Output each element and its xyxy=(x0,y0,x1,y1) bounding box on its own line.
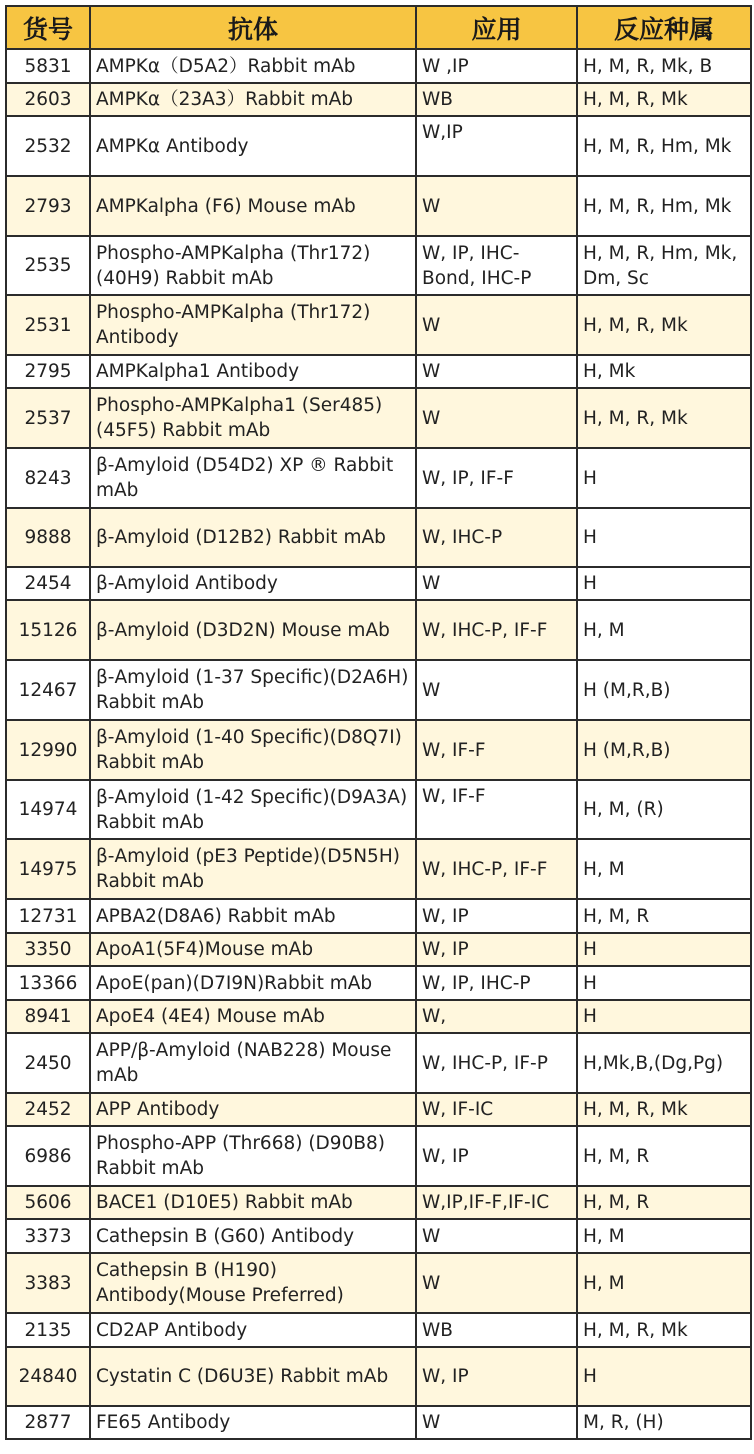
reactivity-cell: H (M,R,B) xyxy=(577,660,751,720)
table-row xyxy=(6,660,751,720)
reactivity-cell: H, M, R xyxy=(577,899,751,933)
antibody-cell: AMPKα（D5A2）Rabbit mAb xyxy=(90,49,416,83)
header-catalog-number: 货号 xyxy=(6,6,90,49)
reactivity-cell: H, M, R, Mk xyxy=(577,1313,751,1347)
reactivity-cell: H xyxy=(577,966,751,1000)
application-cell: W, IF-F xyxy=(416,720,577,780)
reactivity-cell: H, Mk xyxy=(577,355,751,388)
antibody-cell: AMPKalpha1 Antibody xyxy=(90,355,416,388)
application-cell: W xyxy=(416,660,577,720)
application-cell: W, IHC-P xyxy=(416,508,577,567)
reactivity-cell: H, M, R, Mk xyxy=(577,295,751,355)
antibody-cell: CD2AP Antibody xyxy=(90,1313,416,1347)
catalog-cell: 24840 xyxy=(6,1347,90,1406)
application-cell: W, IP xyxy=(416,899,577,933)
antibody-cell: Phospho-AMPKalpha (Thr172) Antibody xyxy=(90,295,416,355)
table-row xyxy=(6,116,751,176)
catalog-cell: 3383 xyxy=(6,1253,90,1313)
catalog-cell: 3373 xyxy=(6,1219,90,1253)
antibody-cell: β-Amyloid (D3D2N) Mouse mAb xyxy=(90,600,416,660)
antibody-cell: β-Amyloid (pE3 Peptide)(D5N5H) Rabbit mAb xyxy=(90,839,416,899)
header-reactivity: 反应种属 xyxy=(577,6,751,49)
antibody-cell: Phospho-AMPKalpha1 (Ser485) (45F5) Rabbit mAb xyxy=(90,388,416,448)
application-cell: W, IP xyxy=(416,1347,577,1406)
antibody-cell: BACE1 (D10E5) Rabbit mAb xyxy=(90,1186,416,1219)
catalog-cell: 12731 xyxy=(6,899,90,933)
catalog-cell: 5831 xyxy=(6,49,90,83)
antibody-cell: ApoA1(5F4)Mouse mAb xyxy=(90,933,416,966)
table-row xyxy=(6,295,751,355)
table-row xyxy=(6,966,751,1000)
reactivity-cell: H xyxy=(577,448,751,508)
reactivity-cell: H,Mk,B,(Dg,Pg) xyxy=(577,1033,751,1093)
table-header xyxy=(6,6,751,49)
reactivity-cell: H, M, R, Mk xyxy=(577,83,751,116)
table-row xyxy=(6,567,751,600)
reactivity-cell: H, M, R, Hm, Mk xyxy=(577,116,751,176)
catalog-cell: 3350 xyxy=(6,933,90,966)
catalog-cell: 12467 xyxy=(6,660,90,720)
antibody-cell: β-Amyloid Antibody xyxy=(90,567,416,600)
antibody-cell: ApoE(pan)(D7I9N)Rabbit mAb xyxy=(90,966,416,1000)
catalog-cell: 2135 xyxy=(6,1313,90,1347)
application-cell: W xyxy=(416,388,577,448)
antibody-cell: Phospho-AMPKalpha (Thr172) (40H9) Rabbit mAb xyxy=(90,236,416,295)
reactivity-cell: H, M, R, Mk xyxy=(577,388,751,448)
catalog-cell: 8941 xyxy=(6,1000,90,1033)
application-cell: W,IP xyxy=(416,116,577,176)
application-cell: W, IP, IF-F xyxy=(416,448,577,508)
application-cell: W, IP, IHC-Bond, IHC-P xyxy=(416,236,577,295)
application-cell: W, IHC-P, IF-F xyxy=(416,600,577,660)
reactivity-cell: H, M, R xyxy=(577,1186,751,1219)
table-row xyxy=(6,1126,751,1186)
antibody-cell: APP/β-Amyloid (NAB228) Mouse mAb xyxy=(90,1033,416,1093)
application-cell: W, IP xyxy=(416,933,577,966)
application-cell: W xyxy=(416,567,577,600)
reactivity-cell: H, M, R, Mk xyxy=(577,1093,751,1126)
antibody-cell: β-Amyloid (D54D2) XP ® Rabbit mAb xyxy=(90,448,416,508)
catalog-cell: 14975 xyxy=(6,839,90,899)
application-cell: W xyxy=(416,1219,577,1253)
application-cell: W, IF-IC xyxy=(416,1093,577,1126)
antibody-cell: Cathepsin B (H190) Antibody(Mouse Preferred) xyxy=(90,1253,416,1313)
table-row xyxy=(6,1253,751,1313)
table-row xyxy=(6,236,751,295)
reactivity-cell: H xyxy=(577,508,751,567)
application-cell: W, IHC-P, IF-F xyxy=(416,839,577,899)
catalog-cell: 2795 xyxy=(6,355,90,388)
application-cell: W, IP xyxy=(416,1126,577,1186)
table-row xyxy=(6,1347,751,1406)
catalog-cell: 12990 xyxy=(6,720,90,780)
reactivity-cell: H, M, R, Hm, Mk, Dm, Sc xyxy=(577,236,751,295)
table-row xyxy=(6,1406,751,1439)
table-row xyxy=(6,899,751,933)
table-row xyxy=(6,600,751,660)
table-row xyxy=(6,933,751,966)
application-cell: WB xyxy=(416,83,577,116)
application-cell: W ,IP xyxy=(416,49,577,83)
header-antibody: 抗体 xyxy=(90,6,416,49)
application-cell: W xyxy=(416,295,577,355)
antibody-cell: APP Antibody xyxy=(90,1093,416,1126)
catalog-cell: 2532 xyxy=(6,116,90,176)
catalog-cell: 2793 xyxy=(6,176,90,236)
reactivity-cell: H xyxy=(577,567,751,600)
header-row xyxy=(6,6,751,49)
reactivity-cell: H, M xyxy=(577,1253,751,1313)
reactivity-cell: H, M xyxy=(577,839,751,899)
application-cell: W xyxy=(416,355,577,388)
reactivity-cell: H, M, R, Mk, B xyxy=(577,49,751,83)
catalog-cell: 14974 xyxy=(6,780,90,839)
antibody-cell: AMPKα Antibody xyxy=(90,116,416,176)
reactivity-cell: H, M, R xyxy=(577,1126,751,1186)
application-cell: W xyxy=(416,1406,577,1439)
antibody-cell: Cystatin C (D6U3E) Rabbit mAb xyxy=(90,1347,416,1406)
catalog-cell: 2603 xyxy=(6,83,90,116)
reactivity-cell: H, M xyxy=(577,600,751,660)
antibody-cell: Phospho-APP (Thr668) (D90B8) Rabbit mAb xyxy=(90,1126,416,1186)
application-cell: W xyxy=(416,1253,577,1313)
application-cell: W xyxy=(416,176,577,236)
catalog-cell: 6986 xyxy=(6,1126,90,1186)
table-row xyxy=(6,176,751,236)
table-row xyxy=(6,388,751,448)
table-row xyxy=(6,1186,751,1219)
application-cell: W,IP,IF-F,IF-IC xyxy=(416,1186,577,1219)
reactivity-cell: M, R, (H) xyxy=(577,1406,751,1439)
table-row xyxy=(6,49,751,83)
reactivity-cell: H xyxy=(577,933,751,966)
catalog-cell: 9888 xyxy=(6,508,90,567)
table-row xyxy=(6,508,751,567)
antibody-cell: FE65 Antibody xyxy=(90,1406,416,1439)
catalog-cell: 8243 xyxy=(6,448,90,508)
reactivity-cell: H, M, (R) xyxy=(577,780,751,839)
catalog-cell: 2531 xyxy=(6,295,90,355)
table-row xyxy=(6,1313,751,1347)
catalog-cell: 13366 xyxy=(6,966,90,1000)
table-row xyxy=(6,355,751,388)
catalog-cell: 2535 xyxy=(6,236,90,295)
reactivity-cell: H xyxy=(577,1000,751,1033)
reactivity-cell: H, M xyxy=(577,1219,751,1253)
application-cell: W, xyxy=(416,1000,577,1033)
table-row xyxy=(6,83,751,116)
catalog-cell: 2537 xyxy=(6,388,90,448)
antibody-cell: β-Amyloid (1-40 Specific)(D8Q7I) Rabbit mAb xyxy=(90,720,416,780)
table-row xyxy=(6,780,751,839)
antibody-cell: β-Amyloid (1-42 Specific)(D9A3A) Rabbit mAb xyxy=(90,780,416,839)
table-row xyxy=(6,1033,751,1093)
reactivity-cell: H, M, R, Hm, Mk xyxy=(577,176,751,236)
catalog-cell: 2454 xyxy=(6,567,90,600)
catalog-cell: 2877 xyxy=(6,1406,90,1439)
table-row xyxy=(6,1000,751,1033)
table-row xyxy=(6,448,751,508)
antibody-cell: ApoE4 (4E4) Mouse mAb xyxy=(90,1000,416,1033)
reactivity-cell: H xyxy=(577,1347,751,1406)
antibody-cell: APBA2(D8A6) Rabbit mAb xyxy=(90,899,416,933)
antibody-cell: β-Amyloid (D12B2) Rabbit mAb xyxy=(90,508,416,567)
catalog-cell: 2450 xyxy=(6,1033,90,1093)
application-cell: W, IHC-P, IF-P xyxy=(416,1033,577,1093)
antibody-cell: Cathepsin B (G60) Antibody xyxy=(90,1219,416,1253)
antibody-cell: AMPKα（23A3）Rabbit mAb xyxy=(90,83,416,116)
header-application: 应用 xyxy=(416,6,577,49)
table-row xyxy=(6,720,751,780)
table-row xyxy=(6,839,751,899)
catalog-cell: 15126 xyxy=(6,600,90,660)
antibody-cell: β-Amyloid (1-37 Specific)(D2A6H) Rabbit mAb xyxy=(90,660,416,720)
antibody-table xyxy=(5,5,752,1440)
application-cell: W, IP, IHC-P xyxy=(416,966,577,1000)
application-cell: WB xyxy=(416,1313,577,1347)
table-body xyxy=(6,49,751,1439)
antibody-cell: AMPKalpha (F6) Mouse mAb xyxy=(90,176,416,236)
table-row xyxy=(6,1219,751,1253)
catalog-cell: 5606 xyxy=(6,1186,90,1219)
table-row xyxy=(6,1093,751,1126)
application-cell: W, IF-F xyxy=(416,780,577,839)
catalog-cell: 2452 xyxy=(6,1093,90,1126)
reactivity-cell: H (M,R,B) xyxy=(577,720,751,780)
